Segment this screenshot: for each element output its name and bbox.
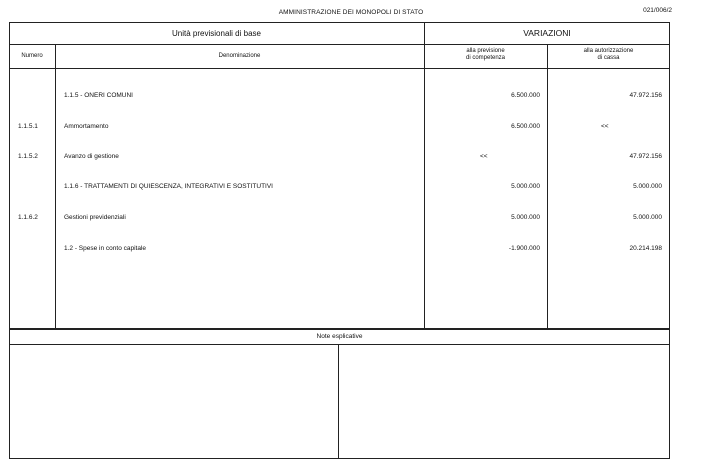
column-header-cassa <box>547 48 670 62</box>
row-number: 1.1.5.2 <box>18 153 38 160</box>
row-competenza: 6.500.000 <box>511 123 540 130</box>
column-header-cassa-line1: alla autorizzazione <box>583 48 634 54</box>
row-cassa: 5.000.000 <box>633 183 662 190</box>
notes-left-area[interactable] <box>10 345 338 458</box>
row-cassa: 47.972.156 <box>629 92 662 99</box>
row-number: 1.1.6.2 <box>18 214 38 221</box>
row-cassa: 47.972.156 <box>629 153 662 160</box>
row-competenza: 5.000.000 <box>511 214 540 221</box>
column-header-competenza-line1: alla previsione <box>466 48 505 54</box>
row-competenza: << <box>480 153 488 160</box>
row-cassa: 20.214.198 <box>629 245 662 252</box>
number-column-divider <box>55 44 56 329</box>
row-competenza: -1.900.000 <box>508 245 540 252</box>
column-header-cassa-line2: di cassa <box>597 55 620 61</box>
row-number: 1.1.5.1 <box>18 123 38 130</box>
row-denomination: Avanzo di gestione <box>64 153 119 160</box>
document-title: AMMINISTRAZIONE DEI MONOPOLI DI STATO <box>278 9 424 16</box>
section-left-title: Unità previsionali di base <box>172 29 261 38</box>
row-competenza: 5.000.000 <box>511 183 540 190</box>
variations-column-divider <box>424 22 425 329</box>
column-header-competenza <box>424 48 547 62</box>
row-denomination: 1.1.5 - ONERI COMUNI <box>64 92 133 99</box>
column-header-competenza-line2: di competenza <box>465 55 506 61</box>
row-cassa: << <box>601 123 609 130</box>
notes-title: Note esplicative <box>316 333 363 340</box>
row-cassa: 5.000.000 <box>633 214 662 221</box>
document-code: 021/006/2 <box>643 7 672 14</box>
row-competenza: 6.500.000 <box>511 92 540 99</box>
row-denomination: 1.2 - Spese in conto capitale <box>64 245 147 252</box>
column-header-number: Numero <box>21 53 43 59</box>
notes-right-area[interactable] <box>339 345 669 458</box>
row-denomination: Ammortamento <box>64 123 109 130</box>
table-divider <box>9 44 424 45</box>
section-right-title: VARIAZIONI <box>523 28 571 38</box>
row-denomination: Gestioni previdenziali <box>64 214 126 221</box>
column-header-denomination: Denominazione <box>218 53 261 59</box>
row-denomination: 1.1.6 - TRATTAMENTI DI QUIESCENZA, INTEGRATIVI E SOSTITUTIVI <box>64 183 273 190</box>
column-header-divider <box>9 68 670 69</box>
